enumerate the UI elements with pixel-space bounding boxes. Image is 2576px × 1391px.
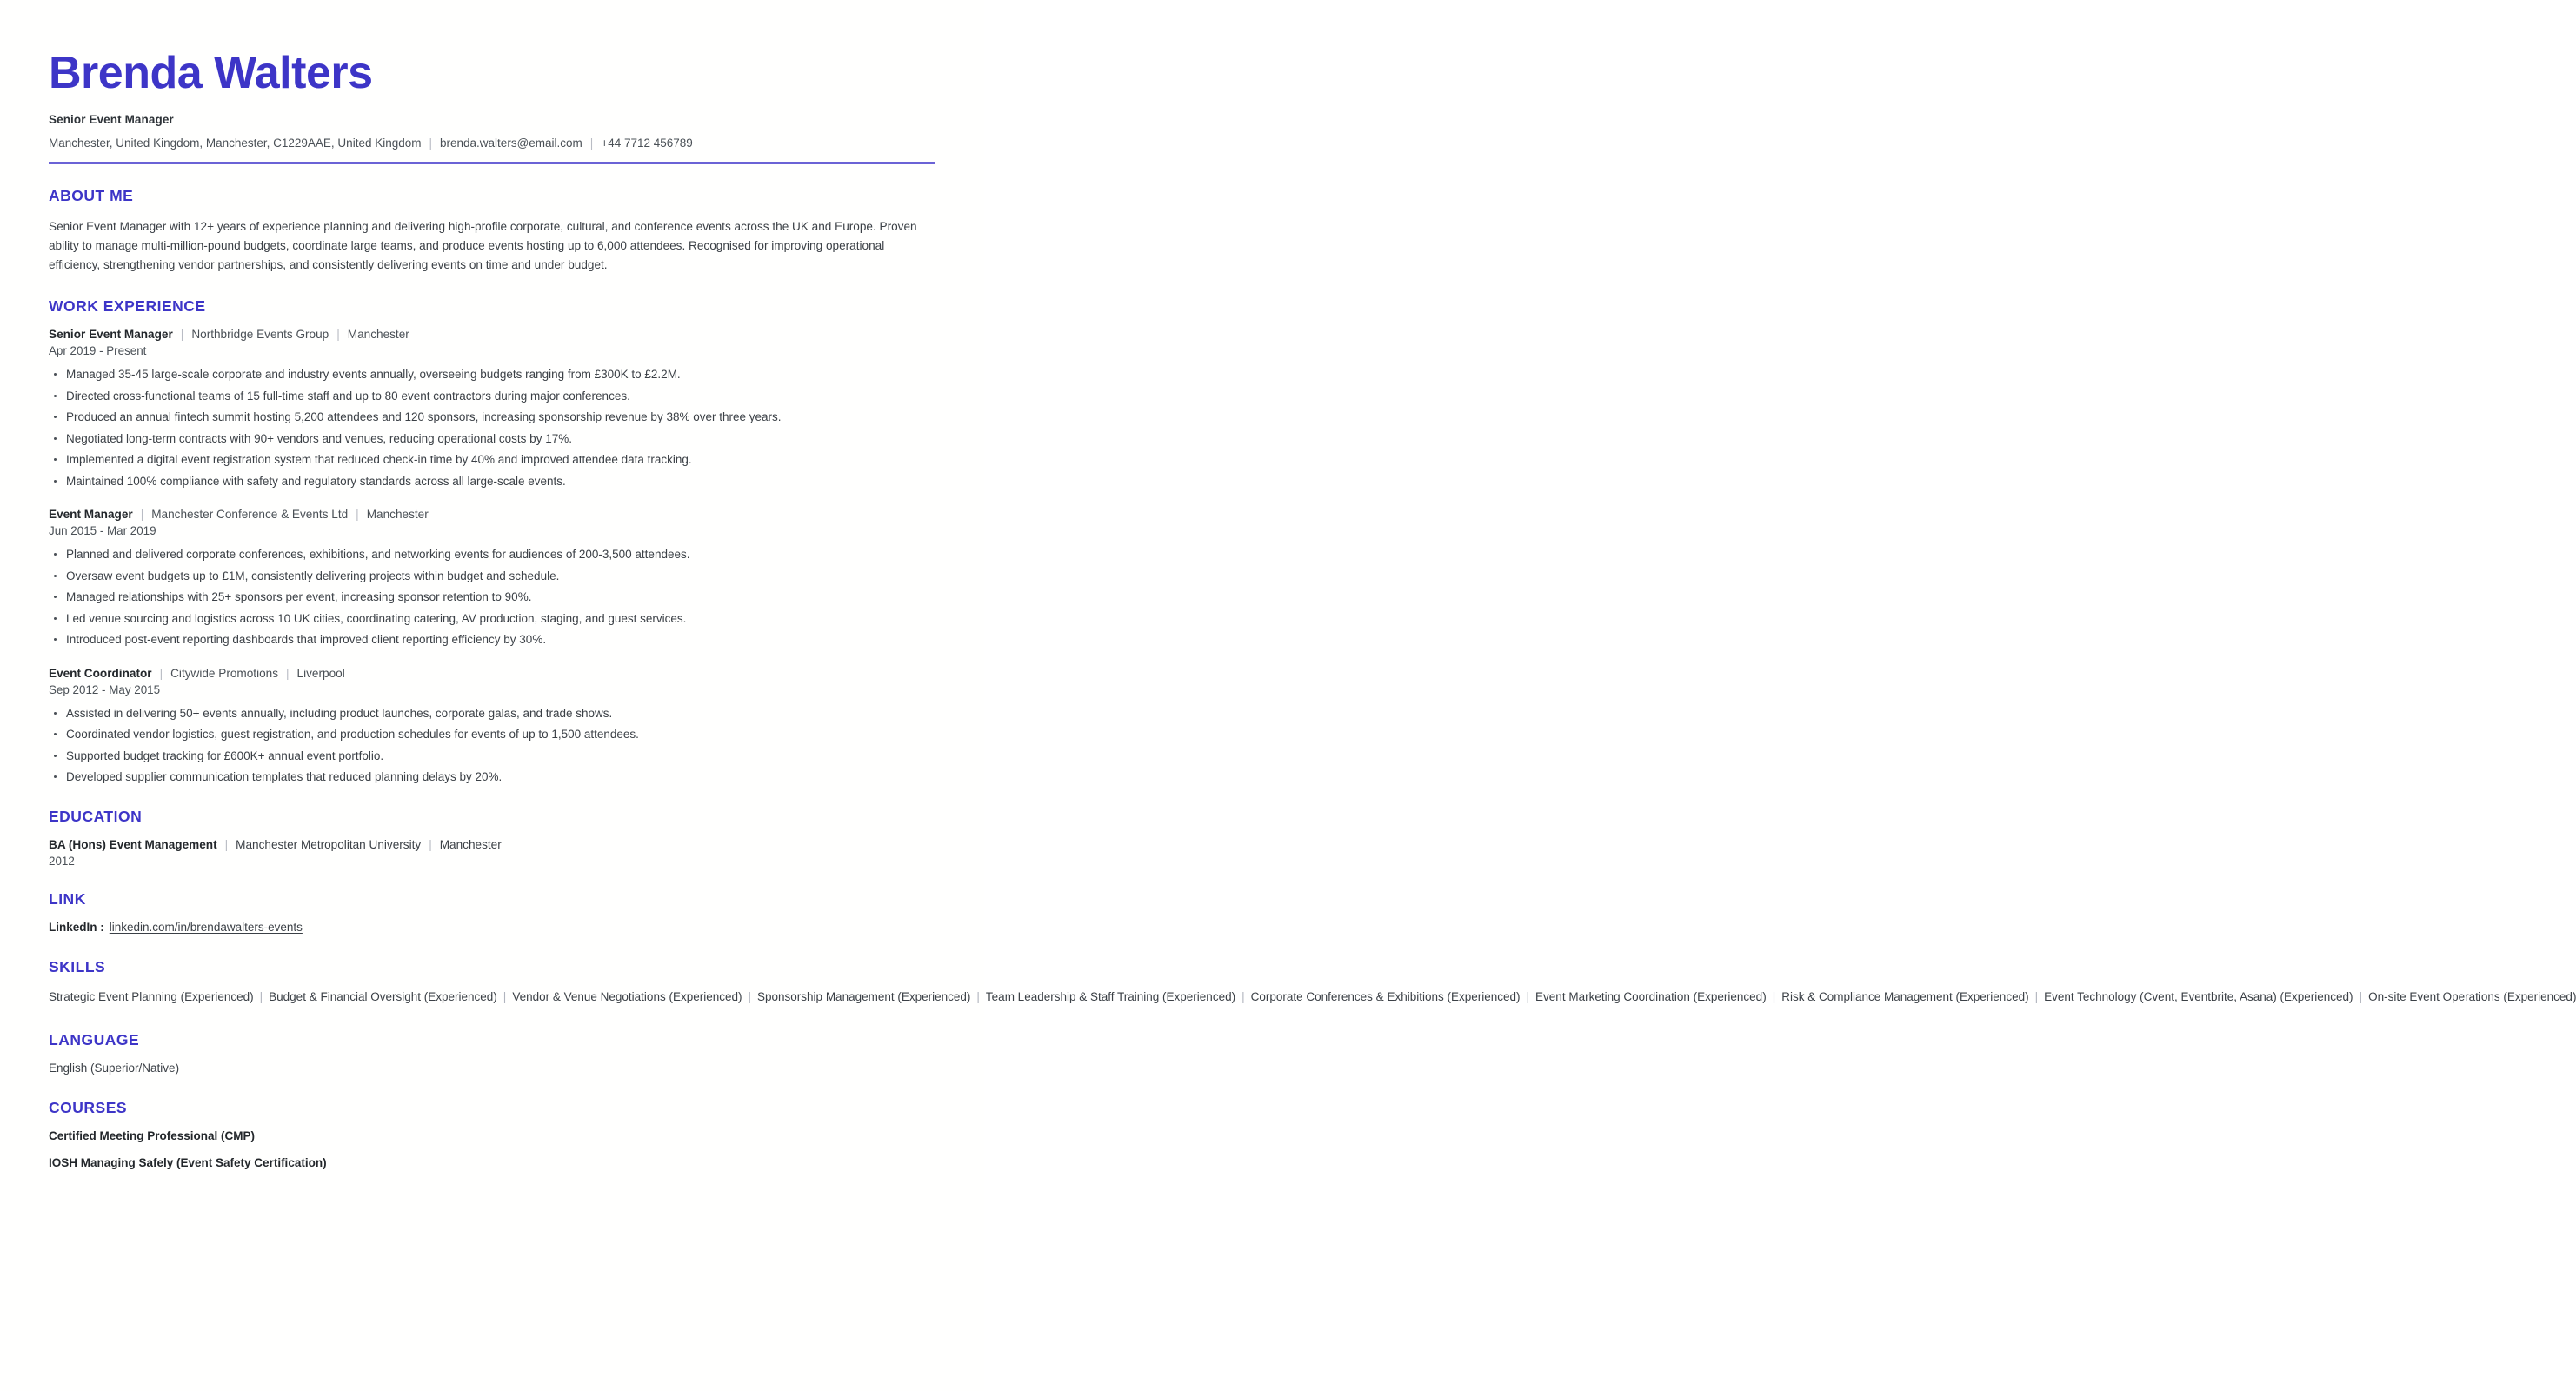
- section-skills: [49, 957, 2576, 1007]
- skill-item: Team Leadership & Staff Training (Experienced): [985, 989, 1236, 1003]
- section-title-courses: COURSES: [49, 1098, 128, 1116]
- skill-separator: |: [1772, 989, 1776, 1003]
- job-separator-2: |: [356, 508, 359, 522]
- resume-header: [49, 49, 935, 164]
- section-link: [49, 890, 935, 934]
- job-separator-1: |: [180, 328, 184, 342]
- skill-separator: |: [976, 989, 980, 1003]
- work-experience-item: [49, 667, 935, 787]
- education-heading: [49, 838, 935, 851]
- job-bullet: Managed 35-45 large-scale corporate and industry events annually, overseeing budgets ranging from £300K to £2.2M.: [49, 366, 935, 384]
- skill-item: On-site Event Operations (Experienced): [2368, 989, 2576, 1003]
- skill-separator: |: [503, 989, 507, 1003]
- job-bullet: Supported budget tracking for £600K+ annual event portfolio.: [49, 748, 935, 766]
- skill-separator: |: [748, 989, 752, 1003]
- contact-line: [49, 136, 935, 150]
- job-heading: [49, 508, 935, 521]
- section-about-me: [49, 187, 935, 275]
- contact-address: Manchester, United Kingdom, Manchester, C1229AAE, United Kingdom: [49, 136, 422, 150]
- job-bullet: Developed supplier communication templates that reduced planning delays by 20%.: [49, 769, 935, 787]
- section-title-work-experience: WORK EXPERIENCE: [49, 297, 206, 316]
- job-dates: Jun 2015 - Mar 2019: [49, 524, 156, 538]
- contact-separator-2: |: [589, 136, 594, 150]
- skill-separator: |: [259, 989, 263, 1003]
- job-bullet: Directed cross-functional teams of 15 full-time staff and up to 80 event contractors during major conferences.: [49, 388, 935, 406]
- language-list: [49, 1062, 935, 1075]
- job-separator-2: |: [336, 328, 340, 342]
- section-title-language: LANGUAGE: [49, 1030, 140, 1048]
- section-title-skills: SKILLS: [49, 957, 106, 975]
- courses-list: [49, 1129, 935, 1169]
- work-experience-item: [49, 328, 935, 490]
- job-heading: [49, 667, 935, 680]
- job-dates: Apr 2019 - Present: [49, 344, 147, 358]
- job-bullet: Implemented a digital event registration system that reduced check-in time by 40% and improved attendee data tracking.: [49, 451, 935, 469]
- skill-item: Sponsorship Management (Experienced): [757, 989, 971, 1003]
- section-language: [49, 1031, 935, 1075]
- candidate-name: Brenda Walters: [49, 48, 373, 98]
- job-bullet: Negotiated long-term contracts with 90+ vendors and venues, reducing operational costs by 17%.: [49, 430, 935, 449]
- job-location: Manchester: [366, 508, 429, 522]
- education-item: [49, 838, 935, 868]
- link-item: [49, 921, 935, 934]
- skill-item: Event Marketing Coordination (Experienced): [1535, 989, 1767, 1003]
- education-location: Manchester: [439, 837, 502, 851]
- work-experience-list: [49, 328, 935, 787]
- link-list: [49, 921, 935, 934]
- education-school: Manchester Metropolitan University: [236, 837, 422, 851]
- job-bullet-list: [49, 366, 935, 490]
- work-experience-item: [49, 508, 935, 649]
- section-title-education: EDUCATION: [49, 807, 143, 825]
- job-bullet: Assisted in delivering 50+ events annually, including product launches, corporate galas, and trade shows.: [49, 705, 935, 723]
- section-education: [49, 808, 935, 868]
- job-location: Manchester: [347, 328, 409, 342]
- skill-item: Risk & Compliance Management (Experienced): [1781, 989, 2029, 1003]
- skill-item: Corporate Conferences & Exhibitions (Experienced): [1250, 989, 1521, 1003]
- job-bullet: Produced an annual fintech summit hosting 5,200 attendees and 120 sponsors, increasing sponsorship revenue by 38% over three years.: [49, 409, 935, 427]
- job-bullet: Managed relationships with 25+ sponsors per event, increasing sponsor retention to 90%.: [49, 589, 935, 607]
- job-dates: Sep 2012 - May 2015: [49, 682, 161, 696]
- job-separator-1: |: [159, 666, 163, 680]
- skill-separator: |: [2034, 989, 2039, 1003]
- job-bullet: Coordinated vendor logistics, guest registration, and production schedules for events of up to 1,500 attendees.: [49, 726, 935, 744]
- job-company: Citywide Promotions: [170, 666, 279, 680]
- skill-item: Vendor & Venue Negotiations (Experienced): [512, 989, 742, 1003]
- job-role: Senior Event Manager: [49, 328, 173, 342]
- contact-email[interactable]: brenda.walters@email.com: [440, 136, 582, 150]
- section-work-experience: [49, 297, 935, 787]
- education-separator-1: |: [224, 837, 229, 851]
- job-separator-2: |: [286, 666, 290, 680]
- contact-phone: +44 7712 456789: [601, 136, 693, 150]
- job-bullet-list: [49, 546, 935, 649]
- candidate-job-title: Senior Event Manager: [49, 113, 174, 127]
- job-separator-1: |: [140, 508, 144, 522]
- language-item: English (Superior/Native): [49, 1061, 180, 1075]
- section-title-link: LINK: [49, 889, 86, 908]
- education-separator-2: |: [429, 837, 432, 851]
- skill-separator: |: [1241, 989, 1245, 1003]
- job-bullet: Introduced post-event reporting dashboards that improved client reporting efficiency by 30%.: [49, 631, 935, 649]
- skill-separator: |: [2359, 989, 2363, 1003]
- job-bullet: Led venue sourcing and logistics across 10 UK cities, coordinating catering, AV production, staging, and guest services.: [49, 610, 935, 629]
- header-divider: [49, 162, 935, 164]
- job-bullet: Planned and delivered corporate conferences, exhibitions, and networking events for audiences of 200-3,500 attendees.: [49, 546, 935, 564]
- education-degree: BA (Hons) Event Management: [49, 837, 217, 851]
- course-item: Certified Meeting Professional (CMP): [49, 1128, 256, 1142]
- education-list: [49, 838, 935, 868]
- education-year: 2012: [49, 854, 75, 868]
- skill-item: Strategic Event Planning (Experienced): [49, 989, 254, 1003]
- job-role: Event Coordinator: [49, 666, 152, 680]
- course-item: IOSH Managing Safely (Event Safety Certification): [49, 1155, 327, 1169]
- skill-separator: |: [1526, 989, 1530, 1003]
- section-title-about-me: ABOUT ME: [49, 187, 134, 205]
- job-heading: [49, 328, 935, 341]
- job-bullet: Maintained 100% compliance with safety and regulatory standards across all large-scale events.: [49, 473, 935, 491]
- skill-item: Event Technology (Cvent, Eventbrite, Asana) (Experienced): [2044, 989, 2353, 1003]
- job-company: Northbridge Events Group: [191, 328, 329, 342]
- contact-separator-1: |: [429, 136, 433, 150]
- skill-item: Budget & Financial Oversight (Experienced): [269, 989, 497, 1003]
- job-location: Liverpool: [296, 666, 345, 680]
- job-company: Manchester Conference & Events Ltd: [151, 508, 349, 522]
- job-bullet: Oversaw event budgets up to £1M, consistently delivering projects within budget and schedule.: [49, 568, 935, 586]
- link-url[interactable]: linkedin.com/in/brendawalters-events: [109, 920, 303, 934]
- skills-list: [49, 988, 2576, 1007]
- job-bullet-list: [49, 705, 935, 787]
- about-me-text: Senior Event Manager with 12+ years of experience planning and delivering high-profile corporate, cultural, and conference events across the UK and Europe. Proven ability to manage multi-million-pound budgets, coordinate large teams, and produce events hosting up to 6,000 attendees. Recognised for improving operational efficiency, strengthening vendor partnerships, and consistently delivering events on time and under budget.: [49, 220, 917, 272]
- link-label: LinkedIn :: [49, 920, 104, 934]
- section-courses: [49, 1099, 935, 1169]
- job-role: Event Manager: [49, 508, 133, 522]
